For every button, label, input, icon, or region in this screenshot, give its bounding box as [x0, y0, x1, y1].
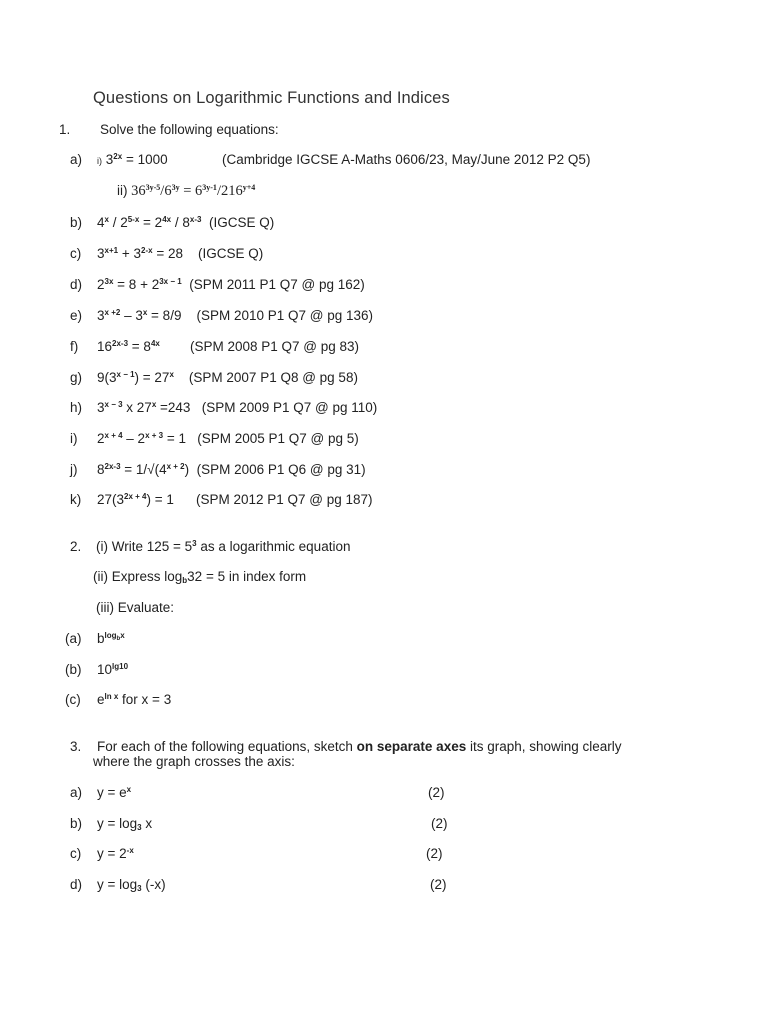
equation: $y = \log_3 (-x)$: [97, 877, 166, 893]
roman-label: i): [97, 156, 102, 166]
q3-item-a: [70, 785, 445, 801]
equation-rest: = 1000: [122, 152, 168, 167]
item-label: g): [70, 370, 83, 385]
equation-exponent: 2x: [113, 152, 123, 161]
item-label: (b): [65, 662, 82, 677]
item-label: c): [70, 846, 82, 861]
equation: $3^{x +2} - 3^x = 8/9$ (SPM 2010 P1 Q7 @ pg 136): [97, 308, 374, 323]
expression: $b^{log_bx}$: [97, 631, 125, 646]
item-label: b): [70, 215, 83, 230]
q2-number: 2.: [70, 539, 82, 554]
equation: $27(3^{2x + 4}) = 1$: [97, 492, 174, 507]
question-source: (SPM 2008 P1 Q7 @ pg 83): [190, 339, 360, 354]
q2-evaluate-a: [65, 631, 125, 647]
question-source: (SPM 2007 P1 Q8 @ pg 58): [188, 370, 358, 385]
expression: $10^{lg10}$: [97, 662, 129, 677]
equation: $3^{x+1} + 3^{2-x} = 28$ (IGCSE Q): [97, 246, 264, 261]
roman-label: ii): [117, 183, 128, 198]
q3-item-c: [70, 846, 443, 862]
q1-item-h: [70, 400, 378, 416]
q1-item-f: [70, 339, 360, 355]
q1-item-g: [70, 370, 358, 386]
item-label: j): [70, 462, 78, 477]
q1-item-e: [70, 308, 374, 324]
q1-item-j: [70, 462, 366, 478]
item-label: e): [70, 308, 83, 323]
equation: $4^x / 2^{5-x} = 2^{4x} / 8^{x-3}$ (IGCSE Q): [97, 215, 275, 230]
equation: $8^{2x-3} = 1/√(4^{x + 2})$ (SPM 2006 P1 Q6 @ pg 31): [97, 462, 366, 477]
q3-item-b: [70, 816, 448, 832]
marks: (2): [430, 877, 447, 892]
equation: $9(3^{x - 1}) = 27^x$ (SPM 2007 P1 Q8 @ pg 58): [97, 370, 358, 385]
q1-item-k: [70, 492, 373, 508]
q1-item-b: [70, 215, 275, 231]
item-label: d): [70, 877, 83, 892]
q3-number: 3.: [70, 739, 82, 754]
item-label: (c): [65, 692, 81, 707]
q2-evaluate-b: [65, 662, 129, 678]
q3-item-d: [70, 877, 447, 893]
question-source: (IGCSE Q): [197, 246, 264, 261]
marks: (2): [428, 785, 445, 800]
question-source: (Cambridge IGCSE A-Maths 0606/23, May/June 2012 P2 Q5): [222, 152, 591, 167]
page-title: Questions on Logarithmic Functions and Indices: [93, 89, 450, 107]
item-label: i): [70, 431, 78, 446]
question-source: (SPM 2010 P1 Q7 @ pg 136): [196, 308, 374, 323]
equation: $2^{x + 4} - 2^{x + 3} = 1$ (SPM 2005 P1 Q7 @ pg 5): [97, 431, 359, 446]
q3-prompt: For each of the following equations, sketch on separate axes its graph, showing clearly: [97, 739, 622, 754]
equation: $y = \log_3 x$: [97, 816, 153, 832]
marks: (2): [431, 816, 448, 831]
question-source: (SPM 2011 P1 Q7 @ pg 162): [189, 277, 365, 292]
q2-evaluate-c: [65, 692, 172, 708]
item-label: k): [70, 492, 82, 507]
item-label: c): [70, 246, 82, 261]
q1-prompt: Solve the following equations:: [100, 122, 279, 137]
item-label: h): [70, 400, 83, 415]
question-source: (SPM 2009 P1 Q7 @ pg 110): [201, 400, 378, 415]
expression: $e^{ln x}$ for x = 3: [97, 692, 172, 707]
question-source: (SPM 2005 P1 Q7 @ pg 5): [197, 431, 359, 446]
q3-prompt-line2: where the graph crosses the axis:: [93, 754, 295, 769]
item-label: a): [70, 152, 83, 167]
item-label: f): [70, 339, 79, 354]
q1-item-d: [70, 277, 365, 293]
equation-base: 3: [105, 152, 114, 167]
q1-item-c: [70, 246, 264, 262]
q1-item-i: [70, 431, 359, 447]
question-source: (SPM 2012 P1 Q7 @ pg 187): [196, 492, 373, 507]
equation: $16^{2x-3} = 8^{4x}$: [97, 339, 160, 354]
q2-part-i: (i) Write $125 = 5^3$ as a logarithmic equation: [96, 539, 351, 554]
question-source: (SPM 2006 P1 Q6 @ pg 31): [196, 462, 366, 477]
item-label: b): [70, 816, 83, 831]
equation: $y = e^x$: [97, 785, 132, 800]
equation: $y = 2^{-x}$: [97, 846, 134, 861]
q1-item-a: [70, 152, 591, 168]
q2-part-iii: (iii) Evaluate:: [96, 600, 175, 615]
item-label: (a): [65, 631, 82, 646]
item-label: a): [70, 785, 83, 800]
equation: $2^{3x} = 8 + 2^{3x - 1}$ (SPM 2011 P1 Q7 @ pg 162): [97, 277, 365, 292]
question-source: (IGCSE Q): [208, 215, 275, 230]
q1-number: 1.: [59, 122, 71, 137]
equation: $3^{x - 3}$ x $27^x =243$ (SPM 2009 P1 Q7 @ pg 110): [97, 400, 378, 415]
q1-item-a-ii: ii) $36^{3y-5}/6^{3y} = 6^{3y-1}/216^{y+4}$: [117, 183, 256, 199]
marks: (2): [426, 846, 443, 861]
item-label: d): [70, 277, 83, 292]
q2-part-ii: (ii) Express $\log_b32 = 5$ in index form: [93, 569, 307, 585]
